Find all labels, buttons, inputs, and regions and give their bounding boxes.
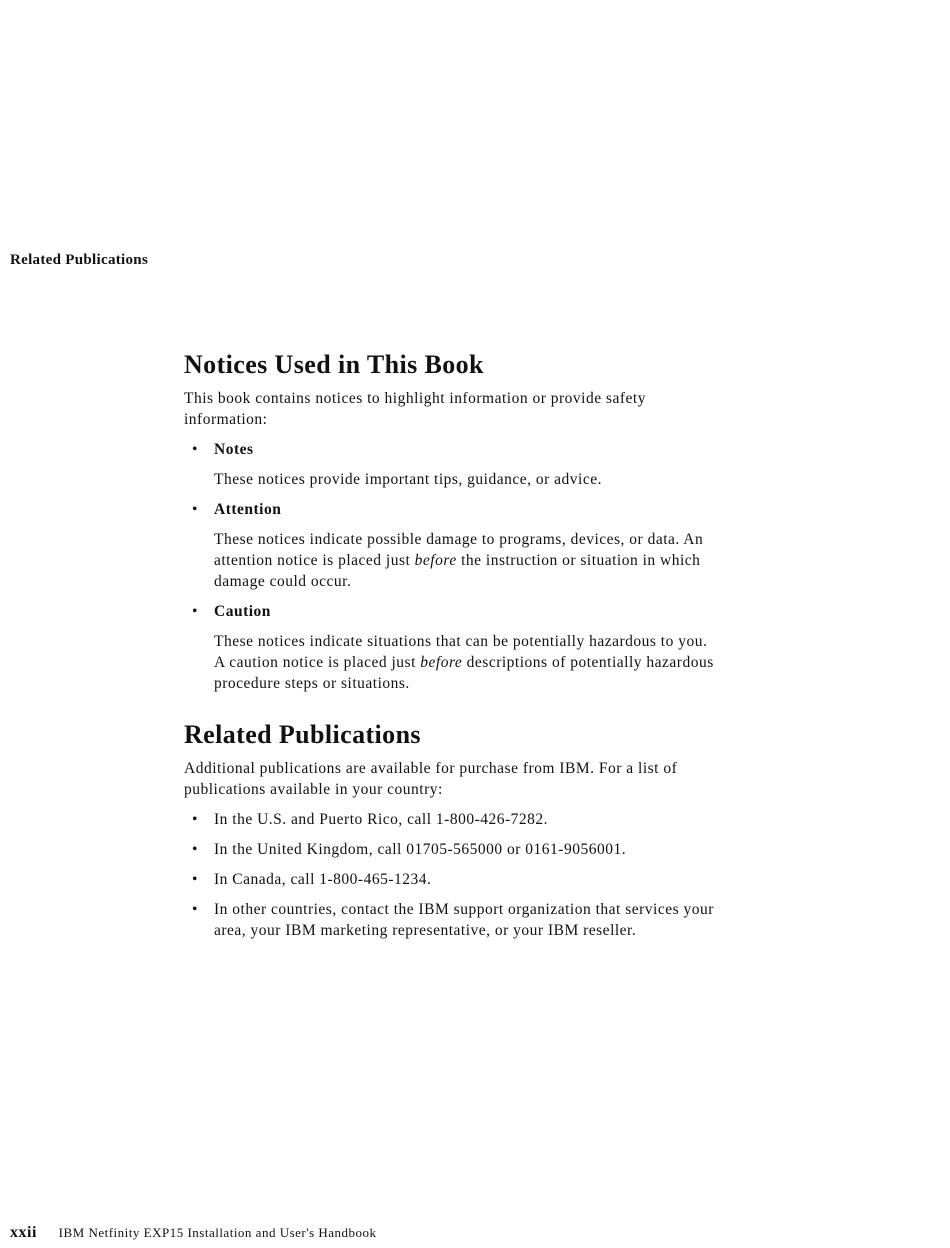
notices-heading: Notices Used in This Book <box>184 350 484 379</box>
bullet-icon: • <box>192 841 198 858</box>
list-item-text: In Canada, call 1-800-465-1234. <box>214 871 432 888</box>
notices-list <box>184 439 714 694</box>
notice-item-attention <box>184 499 714 592</box>
notice-item-caution <box>184 601 714 694</box>
notice-description-text: These notices indicate possible damage to programs, devices, or data. An attention notice is placed just <box>214 531 704 569</box>
publications-list <box>184 809 714 941</box>
page-number: xxii <box>10 1224 37 1241</box>
page-footer <box>10 1224 377 1242</box>
related-publications-heading: Related Publications <box>184 720 421 749</box>
notice-description-text: descriptions of potentially hazardous procedure steps or situations. <box>214 654 714 692</box>
bullet-icon: • <box>192 901 198 918</box>
list-item-text: In the U.S. and Puerto Rico, call 1-800-426-7282. <box>214 811 549 828</box>
notice-description <box>214 469 714 490</box>
notice-title: Caution <box>214 603 271 620</box>
list-item-text: In the United Kingdom, call 01705-565000 or 0161-9056001. <box>214 841 627 858</box>
notice-description <box>214 631 714 694</box>
notice-description-text: These notices indicate situations that can be potentially hazardous to you. A caution notice is placed just <box>214 633 708 671</box>
notice-description <box>214 529 714 592</box>
emphasis-text: before <box>420 654 463 671</box>
list-item <box>184 899 714 941</box>
list-item <box>184 869 714 890</box>
list-item <box>184 809 714 830</box>
notice-description-text: the instruction or situation in which damage could occur. <box>214 552 701 590</box>
list-item-text: In other countries, contact the IBM support organization that services your area, your IBM marketing representative, or your IBM reseller. <box>214 901 714 939</box>
related-publications-intro: Additional publications are available for purchase from IBM. For a list of publications available in your country: <box>184 760 678 798</box>
bullet-icon: • <box>192 603 198 620</box>
notice-title: Attention <box>214 501 282 518</box>
notice-title: Notes <box>214 441 254 458</box>
notice-description-text: These notices provide important tips, guidance, or advice. <box>214 471 602 488</box>
running-head: Related Publications <box>10 252 149 268</box>
notices-intro: This book contains notices to highlight information or provide safety information: <box>184 390 646 428</box>
bullet-icon: • <box>192 871 198 888</box>
emphasis-text: before <box>414 552 457 569</box>
bullet-icon: • <box>192 441 198 458</box>
bullet-icon: • <box>192 811 198 828</box>
list-item <box>184 839 714 860</box>
bullet-icon: • <box>192 501 198 518</box>
main-content <box>184 348 714 941</box>
book-title: IBM Netfinity EXP15 Installation and User's Handbook <box>58 1225 377 1240</box>
notice-item-notes <box>184 439 714 490</box>
